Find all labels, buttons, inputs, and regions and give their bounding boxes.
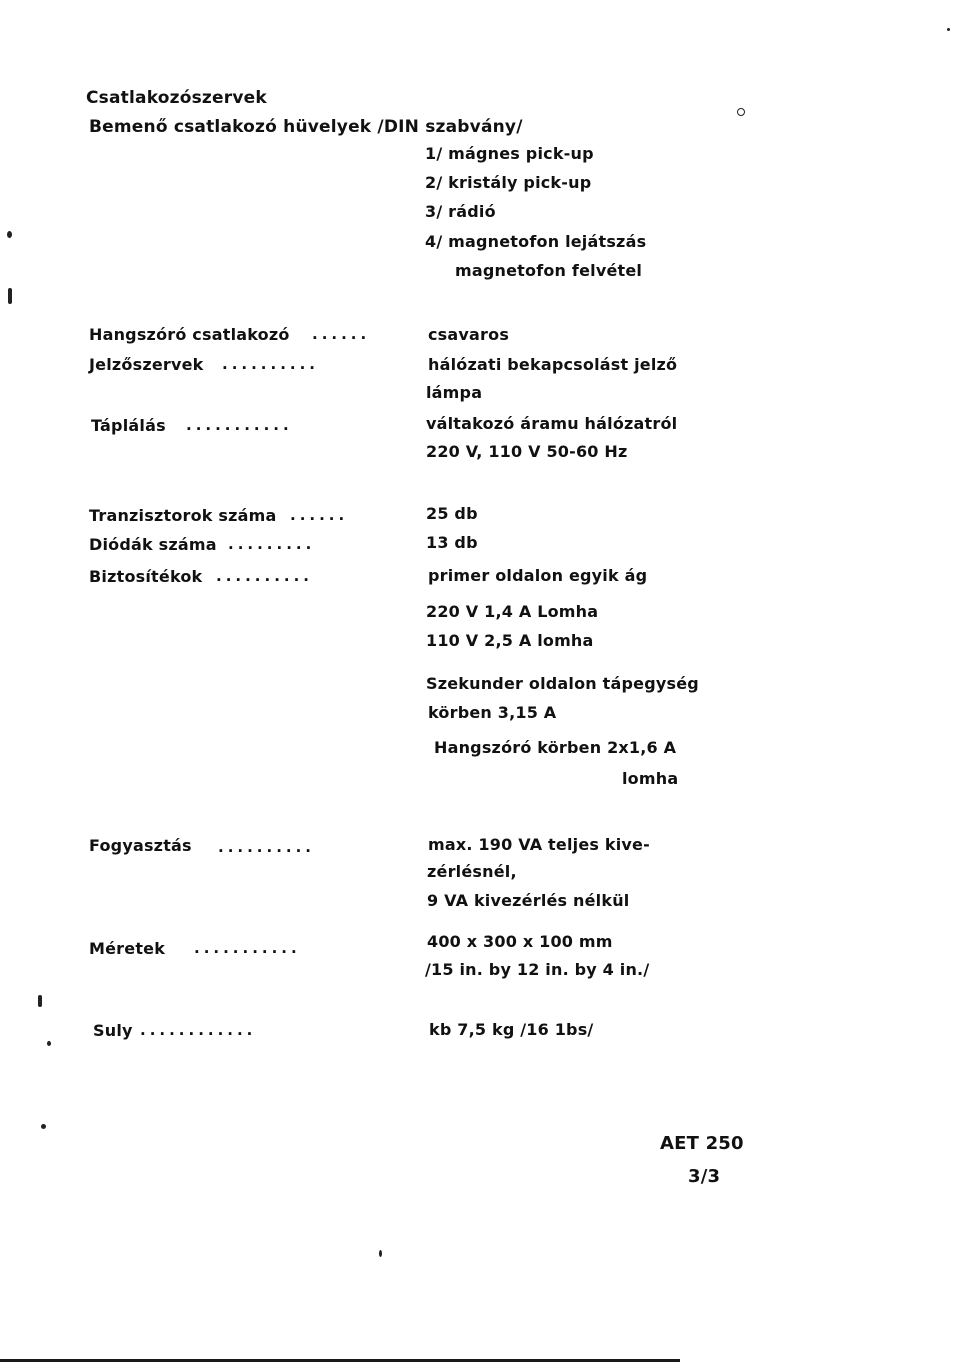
fuses-value-line7: lomha bbox=[622, 769, 679, 788]
dimensions-label: Méretek bbox=[89, 939, 166, 958]
dimensions-value-line2: /15 in. by 12 in. by 4 in./ bbox=[425, 960, 650, 979]
speaker-connector-value: csavaros bbox=[428, 325, 510, 344]
input-item: 3/ rádió bbox=[425, 202, 496, 221]
consumption-label: Fogyasztás bbox=[89, 836, 192, 855]
scan-speck bbox=[7, 231, 12, 238]
input-item: magnetofon felvétel bbox=[455, 261, 643, 280]
input-header: Bemenő csatlakozó hüvelyek /DIN szabvány/ bbox=[89, 117, 523, 137]
section-title: Csatlakozószervek bbox=[86, 88, 267, 108]
scan-speck bbox=[947, 28, 950, 31]
leader-dots: ........... bbox=[186, 416, 293, 434]
fuses-label: Biztosítékok bbox=[89, 567, 203, 586]
scan-speck bbox=[38, 995, 42, 1007]
power-supply-label: Táplálás bbox=[91, 416, 166, 435]
model-number: AET 250 bbox=[660, 1133, 744, 1154]
diodes-label: Diódák száma bbox=[89, 535, 217, 554]
scan-edge-line bbox=[0, 1359, 680, 1362]
scan-speck bbox=[47, 1041, 51, 1046]
leader-dots: .......... bbox=[216, 567, 313, 585]
page-number: 3/3 bbox=[688, 1166, 721, 1187]
leader-dots: ...... bbox=[312, 325, 371, 343]
fuses-value-line1: primer oldalon egyik ág bbox=[428, 566, 648, 585]
fuses-value-line5: körben 3,15 A bbox=[428, 703, 557, 722]
fuses-value-line3: 110 V 2,5 A lomha bbox=[426, 631, 594, 650]
input-item: 1/ mágnes pick-up bbox=[425, 144, 594, 163]
weight-label: Suly bbox=[93, 1021, 133, 1040]
scan-speck bbox=[41, 1124, 46, 1129]
weight-value: kb 7,5 kg /16 1bs/ bbox=[429, 1020, 594, 1039]
transistors-value: 25 db bbox=[426, 504, 478, 523]
power-supply-value-line2: 220 V, 110 V 50-60 Hz bbox=[426, 442, 628, 461]
consumption-value-line3: 9 VA kivezérlés nélkül bbox=[427, 891, 630, 910]
power-supply-value-line1: váltakozó áramu hálózatról bbox=[426, 414, 678, 433]
speaker-connector-label: Hangszóró csatlakozó bbox=[89, 325, 290, 344]
dimensions-value-line1: 400 x 300 x 100 mm bbox=[427, 932, 613, 951]
leader-dots: ............ bbox=[140, 1021, 257, 1039]
fuses-value-line2: 220 V 1,4 A Lomha bbox=[426, 602, 599, 621]
indicators-label: Jelzőszervek bbox=[89, 355, 204, 374]
consumption-value-line2: zérlésnél, bbox=[427, 862, 517, 881]
diodes-value: 13 db bbox=[426, 533, 478, 552]
leader-dots: ...... bbox=[290, 506, 349, 524]
consumption-value-line1: max. 190 VA teljes kive- bbox=[428, 835, 650, 854]
leader-dots: .......... bbox=[218, 838, 315, 856]
scan-speck bbox=[737, 108, 745, 116]
fuses-value-line4: Szekunder oldalon tápegység bbox=[426, 674, 699, 693]
transistors-label: Tranzisztorok száma bbox=[89, 506, 277, 525]
scan-speck bbox=[8, 288, 12, 304]
leader-dots: ......... bbox=[228, 535, 316, 553]
scan-speck bbox=[379, 1250, 382, 1257]
indicators-value-line1: hálózati bekapcsolást jelző bbox=[428, 355, 678, 374]
leader-dots: ........... bbox=[194, 939, 301, 957]
input-item: 4/ magnetofon lejátszás bbox=[425, 232, 647, 251]
fuses-value-line6: Hangszóró körben 2x1,6 A bbox=[434, 738, 677, 757]
leader-dots: .......... bbox=[222, 355, 319, 373]
input-item: 2/ kristály pick-up bbox=[425, 173, 592, 192]
indicators-value-line2: lámpa bbox=[426, 383, 483, 402]
